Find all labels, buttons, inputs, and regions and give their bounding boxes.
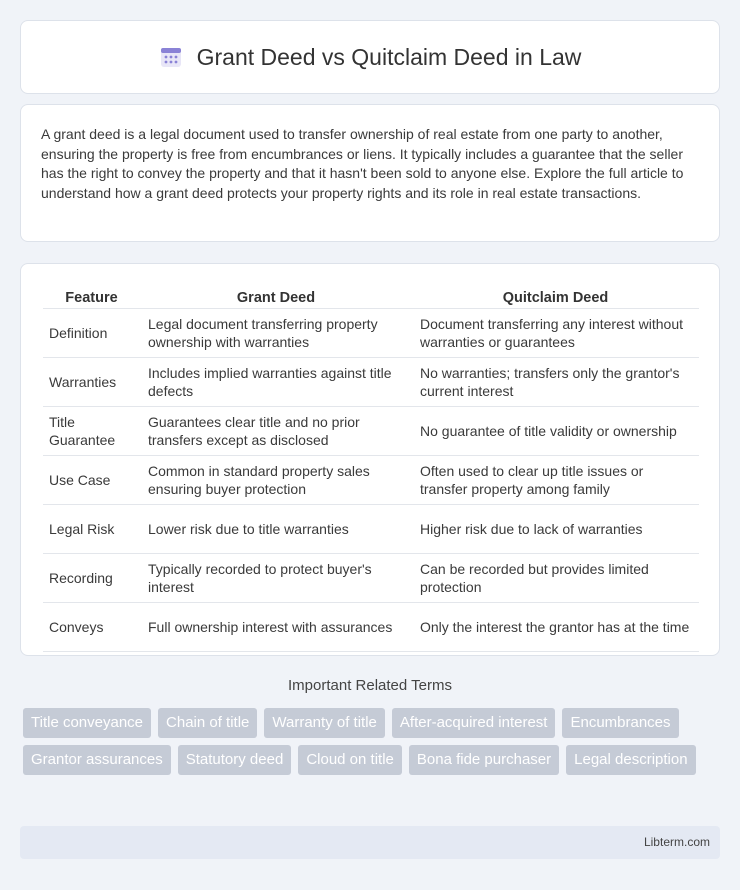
grant-cell: Typically recorded to protect buyer's interest — [140, 554, 412, 603]
grant-cell: Lower risk due to title warranties — [140, 505, 412, 554]
related-term-tag[interactable]: Chain of title — [158, 708, 257, 738]
grant-cell: Includes implied warranties against title defects — [140, 358, 412, 407]
quitclaim-cell: Can be recorded but provides limited protection — [412, 554, 699, 603]
related-terms-list — [23, 708, 723, 775]
quitclaim-cell: No warranties; transfers only the grantor's current interest — [412, 358, 699, 407]
header-quitclaim-deed: Quitclaim Deed — [412, 284, 699, 309]
feature-cell: Title Guarantee — [43, 407, 140, 456]
header-feature: Feature — [43, 284, 140, 309]
table-row — [43, 456, 699, 505]
feature-cell: Warranties — [43, 358, 140, 407]
feature-cell: Conveys — [43, 603, 140, 652]
page-title: Grant Deed vs Quitclaim Deed in Law — [196, 43, 582, 70]
related-term-tag[interactable]: Encumbrances — [562, 708, 678, 738]
grant-cell: Legal document transferring property ownership with warranties — [140, 309, 412, 358]
feature-cell: Legal Risk — [43, 505, 140, 554]
related-terms-heading: Important Related Terms — [288, 677, 452, 694]
header-grant-deed: Grant Deed — [140, 284, 412, 309]
intro-text: A grant deed is a legal document used to transfer ownership of real estate from one party to another, ensuring the property is free from encumbrances or liens. It typically includes a guarantee that the seller has the right to convey the property and that it hasn't been sold to anyone else. Explore the full article to understand how a grant deed protects your property rights and its role in real estate transactions. — [41, 126, 684, 201]
table-row — [43, 358, 699, 407]
intro-card — [20, 104, 720, 242]
comparison-card — [20, 263, 720, 656]
related-term-tag[interactable]: Statutory deed — [178, 745, 292, 775]
related-term-tag[interactable]: Title conveyance — [23, 708, 151, 738]
related-term-tag[interactable]: Bona fide purchaser — [409, 745, 559, 775]
grant-cell: Full ownership interest with assurances — [140, 603, 412, 652]
feature-cell: Use Case — [43, 456, 140, 505]
related-term-tag[interactable]: Cloud on title — [298, 745, 402, 775]
related-term-tag[interactable]: Legal description — [566, 745, 695, 775]
calendar-grid-icon — [159, 45, 183, 69]
related-term-tag[interactable]: Warranty of title — [264, 708, 384, 738]
quitclaim-cell: Document transferring any interest without warranties or guarantees — [412, 309, 699, 358]
table-row — [43, 554, 699, 603]
quitclaim-cell: Often used to clear up title issues or transfer property among family — [412, 456, 699, 505]
related-term-tag[interactable]: Grantor assurances — [23, 745, 171, 775]
related-term-tag[interactable]: After-acquired interest — [392, 708, 556, 738]
quitclaim-cell: Only the interest the grantor has at the time — [412, 603, 699, 652]
footer-brand-link[interactable]: Libterm.com — [643, 835, 710, 849]
quitclaim-cell: No guarantee of title validity or ownership — [412, 407, 699, 456]
feature-cell: Definition — [43, 309, 140, 358]
feature-cell: Recording — [43, 554, 140, 603]
header-card — [20, 20, 720, 94]
table-row — [43, 505, 699, 554]
table-row — [43, 309, 699, 358]
grant-cell: Guarantees clear title and no prior transfers except as disclosed — [140, 407, 412, 456]
grant-cell: Common in standard property sales ensuring buyer protection — [140, 456, 412, 505]
table-row — [43, 407, 699, 456]
comparison-table — [43, 284, 699, 652]
table-header-row — [43, 284, 699, 309]
quitclaim-cell: Higher risk due to lack of warranties — [412, 505, 699, 554]
footer — [20, 826, 720, 859]
table-row — [43, 603, 699, 652]
